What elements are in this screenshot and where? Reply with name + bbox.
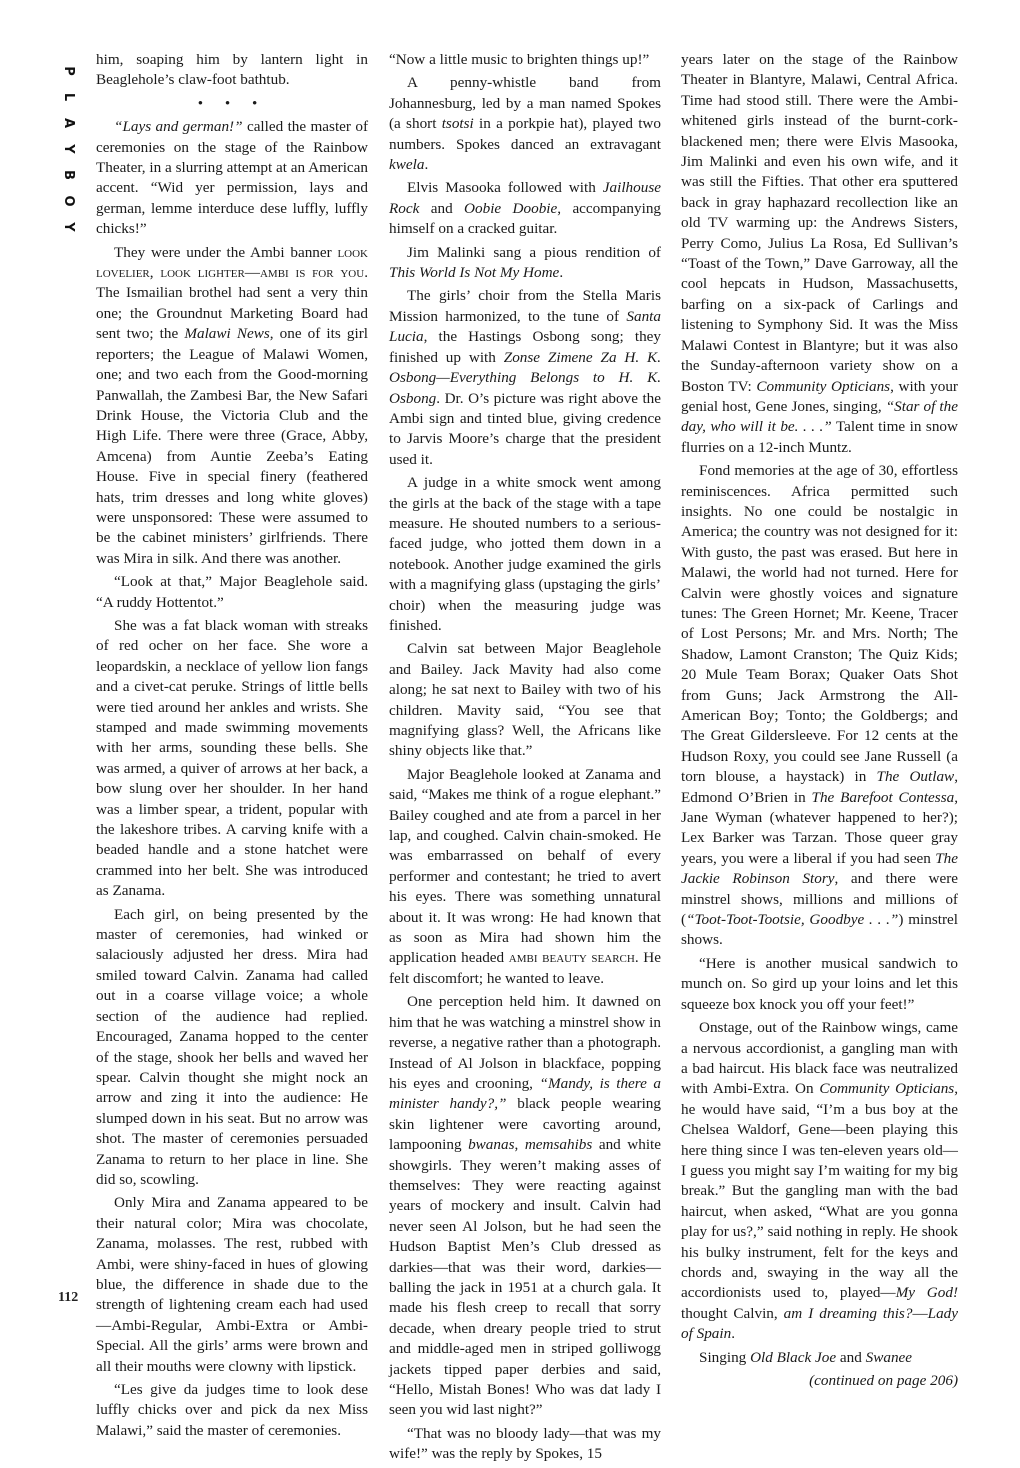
article-paragraph: A judge in a white smock went among the girls at the back of the stage with a tape measure. He shouted numbers to a serious-faced judge, who jotted them down in a notebook. Another judge examined the girls with a magnifying glass (upstaging the girls’ choir) when the measuring judge was finished. [389,474,661,634]
logo-letter: O [61,195,76,207]
article-paragraph: “Look at that,” Major Beaglehole said. “A ruddy Hottentot.” [96,573,368,611]
page-number: 112 [58,1290,79,1305]
article-column-1 [96,50,368,1444]
article-paragraph: Calvin sat between Major Beaglehole and Bailey. Jack Mavity had also come along; he sat next to Bailey with two of his children. Mavity said, “You see that magnifying glass? Well, the Africans like shiny objects like that.” [389,640,661,760]
article-paragraph: “Les give da judges time to look dese luffly chicks over and pick da nex Miss Malawi,” said the master of ceremonies. [96,1381,368,1439]
logo-letter: Y [61,144,76,154]
logo-letter: A [61,117,76,129]
article-paragraph: “Now a little music to brighten things up!” [389,51,650,68]
article-column-2 [389,50,661,1468]
article-paragraph: One perception held him. It dawned on him that he was watching a minstrel show in reverse, a negative rather than a photograph. Instead of Al Jolson in blackface, popping his eyes and crooning, “Mandy, is there a minister handy?,” black people wearing skin lightener were cavorting around, lampooning bwanas, memsahibs and white showgirls. They weren’t making asses of themselves: They were reacting against years of mockery and insult. Calvin had never seen Al Jolson, but he had seen the Hudson Baptist Men’s Club dressed as darkies—that was their word, darkies—balling the jack in 1951 at a church gala. It made his flesh creep to recall that sorry decade, when dreary people tried to strut and middle-aged men in striped golliwogg jackets tipped paper derbies and said, “Hello, Mistah Bones! Who was dat lady I seen you wid last night?” [389,993,662,1419]
article-column-3 [681,50,958,1394]
article-paragraph: Fond memories at the age of 30, effortless reminiscences. Africa permitted such insights. No one could be nostalgic in America; the country was not designed for it: With gusto, the past was erased. But here in Malawi, the world had not turned. Here for Calvin were ghostly voices and signature tunes: The Green Hornet; Mr. Keene, Tracer of Lost Persons; Mr. and Mrs. North; The Shadow, Lamont Cranston; The Quiz Kids; 20 Mule Team Borax; Quaker Oats Shot from Guns; Jack Armstrong the All-American Boy; Tonto; the Goldbergs; and The Great Gildersleeve. For 12 cents at the Hudson Roxy, you could see Jane Russell (a torn blouse, a haystack) in The Outlaw, Edmond O’Brien in The Barefoot Contessa, Jane Wyman (whatever happened to her?); Lex Barker was Tarzan. Those queer gray years, you were a liberal if you had seen The Jackie Robinson Story, and there were minstrel shows, millions and millions of (“Toot-Toot-Tootsie, Goodbye . . .”) minstrel shows. [681,462,959,949]
article-paragraph: him, soaping him by lantern light in Beaglehole’s claw-foot bathtub. [96,51,368,89]
article-paragraph: Jim Malinki sang a pious rendition of This World Is Not My Home. [389,243,661,282]
magazine-logo-vertical [54,58,82,240]
article-paragraph: Elvis Masooka followed with Jailhouse Rock and Oobie Doobie, accompanying himself on a cracked guitar. [389,179,662,238]
article-paragraph: Each girl, on being presented by the master of ceremonies, had winked or salaciously adjusted her dress. Mira had smiled toward Calvin. Zanama had called out in a coarse village voice; a whole section of the audience had replied. Encouraged, Zanama hopped to the center of the stage, shook her bells and waved her spear. Calvin thought she might nock an arrow and zing it into the audience: He slumped down in his seat. But no arrow was shot. The master of ceremonies persuaded Zanama to return to her place in line. She did so, scowling. [96,905,368,1188]
article-paragraph: Onstage, out of the Rainbow wings, came a nervous accordionist, a gangling man with a bad haircut. His black face was neutralized with Ambi-Extra. On Community Opticians, he would have said, “I’m a bus boy at the Chelsea Waldorf, Gene—been playing this here thing since I was ten-eleven years old—I guess you might say I’m waiting for my big break.” But the gangling man with the bad haircut, when asked, “What are you gonna play for us?,” said nothing in reply. He shook his bulky instrument, felt for the keys and chords and, swaying in the way all the accordionists used to, played—My God! thought Calvin, am I dreaming this?—Lady of Spain. [681,1019,959,1343]
logo-letter: B [61,170,76,180]
logo-letter: P [61,66,76,76]
article-paragraph: “Here is another musical sandwich to munch on. So gird up your loins and let this squeeze box knock you off your feet!” [681,954,958,1013]
article-paragraph: “Lays and german!” called the master of ceremonies on the stage of the Rainbow Theater, in a slurring attempt at an American accent. “Wid yer permission, lays and german, lemme interduce dese luffly, luffly chicks!” [96,118,369,238]
article-paragraph: Only Mira and Zanama appeared to be their natural color; Mira was chocolate, Zanama, molasses. The rest, rubbed with Ambi, were shiny-faced in hues of glowing blue, the difference in shade due to the strength of lightening cream each had used—Ambi-Regular, Ambi-Extra or Ambi-Special. All the girls’ arms were brown and all their mouths were clowny with lipstick. [96,1194,368,1375]
article-paragraph: Major Beaglehole looked at Zanama and said, “Makes me think of a rogue elephant.” Bailey coughed and ate from a parcel in her lap, and coughed. Calvin chain-smoked. He was embarrassed on behalf of every performer and contestant; he tried to avert his eyes. There was something unnatural about it. It was wrong: He had known that as soon as Mira had shown him the application headed ambi beauty search. He felt discomfort; he wanted to leave. [389,765,662,987]
article-paragraph: The girls’ choir from the Stella Maris Mission harmonized, to the tune of Santa Lucia, the Hastings Osbong song; they finished up with Zonse Zimene Za H. K. Osbong—Everything Belongs to H. K. Osbong. Dr. O’s picture was right above the Ambi sign and tinted blue, giving credence to Jarvis Moore’s charge that the president used it. [389,287,661,468]
article-paragraph: “That was no bloody lady—that was my wife!” was the reply by Spokes, 15 [389,1424,661,1463]
section-break: • • • [197,94,267,112]
logo-letter: Y [61,222,76,232]
article-paragraph: A penny-whistle band from Johannesburg, led by a man named Spokes (a short tsotsi in a porkpie hat), played two numbers. Spokes danced an extravagant kwela. [389,74,661,174]
article-paragraph: Singing Old Black Joe and Swanee [699,1348,913,1366]
continued-note: (continued on page 206) [809,1372,958,1389]
article-paragraph: years later on the stage of the Rainbow Theater in Blantyre, Malawi, Central Africa. Time had stood still. There were the Ambi-whitened girls instead of the burnt-cork-blackened men; there were Elvis Masooka, Jim Malinki and even his own wife, and it was still the Fifties. That other era sputtered back in gray haphazard recollection like an old TV warming up: the Andrews Sisters, Perry Como, Julius La Rosa, Ed Sullivan’s “Toast of the Town,” Dave Garroway, all the cool hepcats in Hudson, Massachusetts, barfing on a six-pack of Carlings and listening to Symphony Sid. It was the Miss Malawi Contest in Blantyre; but it was also the Sunday-afternoon variety show on a Boston TV: Community Opticians, with your genial host, Gene Jones, singing, “Star of the day, who will it be. . . .” Talent time in snow flurries on a 12-inch Muntz. [681,51,958,456]
logo-letter: L [61,92,76,102]
article-paragraph: She was a fat black woman with streaks of red ocher on her face. She wore a leopardskin, a necklace of yellow lion fangs and a civet-cat peruke. Strings of little bells were tied around her ankles and wrists. She stamped and made swimming movements with her arms, sounding these bells. She was armed, a quiver of arrows at her back, a bow slung over her shoulder. In her hand was a limber spear, a trident, popular with the lakeshore tribes. A carving knife with a beaded handle and a stone hatchet were crammed into her belt. She was introduced as Zanama. [96,616,368,900]
article-paragraph: They were under the Ambi banner look lovelier, look lighter—ambi is for you. The Ismailian brothel had sent a very thin one; the Groundnut Marketing Board had sent two; the Malawi News, one of its girl reporters; the League of Malawi Women, one; and two each from the Good-morning Panwallah, the Zambesi Bar, the New Safari Drink House, the Victoria Club and the High Life. There were three (Grace, Abby, Amcena) from Auntie Zeeba’s Eating House. Five in special finery (feathered hats, trim dresses and long white gloves) were unsponsored: These were assumed to be the cabinet ministers’ girlfriends. There was Mira in silk. And there was another. [96,243,368,567]
